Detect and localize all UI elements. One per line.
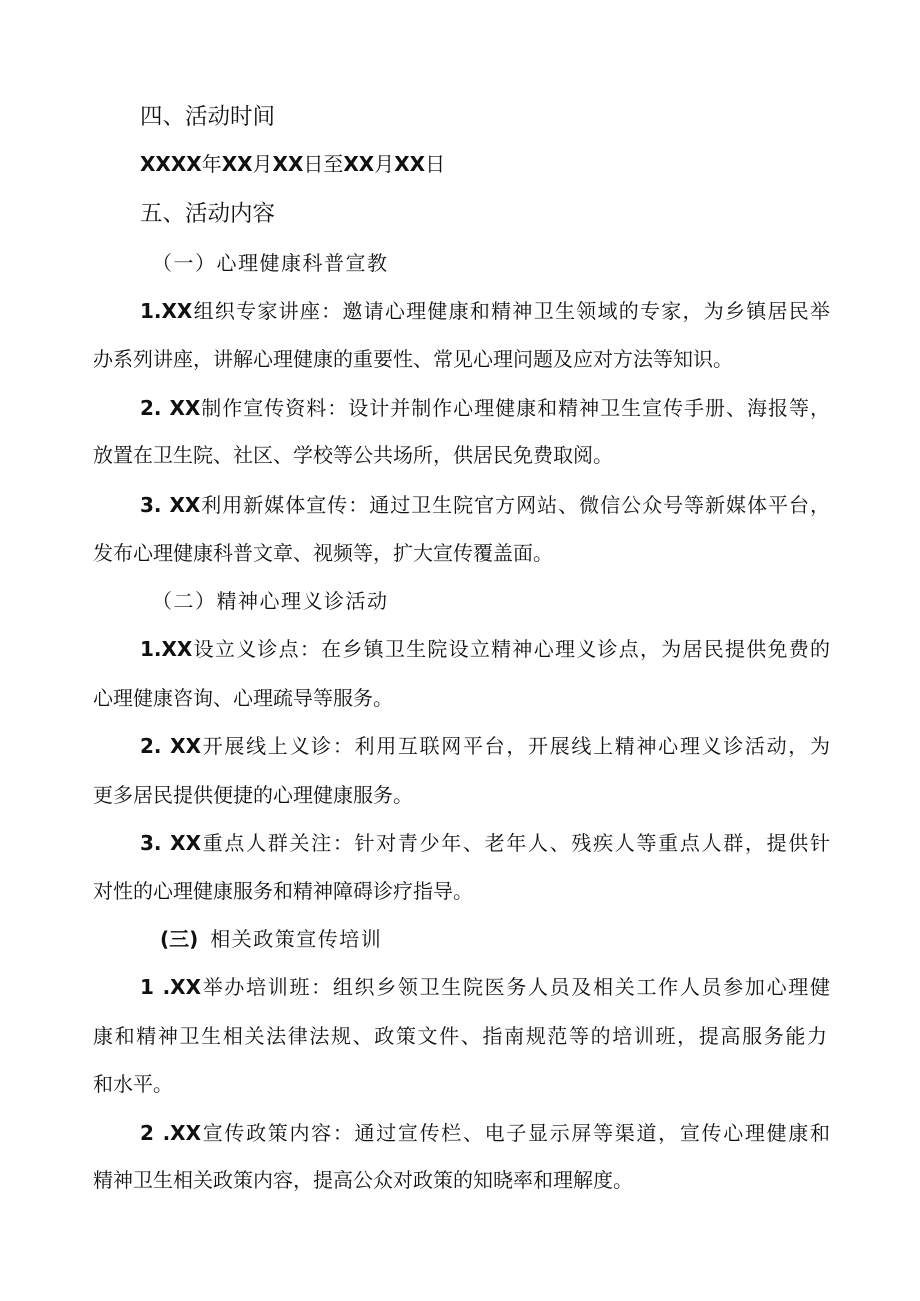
sub2-item-3-text: 重点人群关注：针对青少年、老年人、残疾人等重点人群，提供针: [201, 831, 830, 855]
sub3-item-1-text: 举办培训班：组织乡领卫生院医务人员及相关工作人员参加心理健: [201, 975, 830, 999]
sub3-item-1-line-3: 和水平。: [93, 1072, 173, 1096]
date-day: XX: [272, 152, 304, 176]
sub1-item-2-text: 制作宣传资料：设计并制作心理健康和精神卫生宣传手册、海报等，: [200, 396, 830, 420]
sub2-item-3-line-2: 对性的心理健康服务和精神障碍诊疗指导。: [93, 879, 473, 903]
sub2-item-3-number: 3. XX: [140, 831, 202, 855]
date-end-month: XX: [343, 152, 375, 176]
sub1-item-2-number: 2. XX: [140, 396, 201, 420]
date-year-unit: 年: [201, 152, 222, 176]
date-end-month-unit: 月: [374, 152, 395, 176]
date-month-unit: 月: [252, 152, 273, 176]
sub3-item-1-line-1: [140, 975, 830, 999]
sub2-item-2-line-1: [140, 734, 830, 758]
date-end-day-unit: 日: [425, 152, 446, 176]
sub2-item-1-text: 设立义诊点：在乡镇卫生院设立精神心理义诊点，为居民提供免费的: [192, 637, 830, 661]
subsection-1-title: （一）心理健康科普宣教: [152, 251, 389, 275]
sub2-item-2-number: 2. XX: [140, 734, 202, 758]
sub1-item-2-line-1: [140, 396, 830, 420]
sub3-item-1-line-2: 康和精神卫生相关法律法规、政策文件、指南规范等的培训班，提高服务能力: [93, 1024, 827, 1048]
date-year: XXXX: [140, 152, 202, 176]
subsection-3-text: 相关政策宣传培训: [210, 927, 383, 951]
sub3-item-2-number: 2 .XX: [140, 1121, 202, 1145]
subsection-3-title: [160, 927, 382, 951]
section-5-heading: 五、活动内容: [140, 201, 276, 227]
activity-date: [140, 152, 445, 176]
sub1-item-3-line-1: [140, 493, 830, 517]
sub3-item-1-number: 1 .XX: [140, 975, 202, 999]
sub2-item-1-line-2: 心理健康咨询、心理疏导等服务。: [93, 686, 393, 710]
sub1-item-1-text: 组织专家讲座：邀请心理健康和精神卫生领域的专家，为乡镇居民举: [192, 299, 830, 323]
sub3-item-2-line-2: 精神卫生相关政策内容，提高公众对政策的知晓率和理解度。: [93, 1168, 633, 1192]
sub2-item-3-line-1: [140, 831, 830, 855]
sub3-item-2-line-1: [140, 1121, 830, 1145]
date-to: 至: [323, 152, 344, 176]
subsection-3-prefix: (三): [160, 927, 199, 951]
sub1-item-3-number: 3. XX: [140, 493, 201, 517]
subsection-2-title: （二）精神心理义诊活动: [152, 589, 389, 613]
date-end-day: XX: [394, 152, 426, 176]
sub2-item-1-line-1: [140, 637, 830, 661]
sub2-item-2-line-2: 更多居民提供便捷的心理健康服务。: [93, 783, 413, 807]
date-day-unit: 日: [303, 152, 324, 176]
section-4-heading: 四、活动时间: [140, 104, 276, 130]
sub2-item-2-text: 开展线上义诊：利用互联网平台，开展线上精神心理义诊活动，为: [201, 734, 830, 758]
sub1-item-3-text: 利用新媒体宣传：通过卫生院官方网站、微信公众号等新媒体平台，: [200, 493, 830, 517]
sub1-item-1-number: 1.XX: [140, 299, 193, 323]
sub1-item-1-line-1: [140, 299, 830, 323]
sub3-item-2-text: 宣传政策内容：通过宣传栏、电子显示屏等渠道，宣传心理健康和: [201, 1121, 830, 1145]
date-month: XX: [221, 152, 253, 176]
sub1-item-3-line-2: 发布心理健康科普文章、视频等，扩大宣传覆盖面。: [93, 541, 553, 565]
sub1-item-1-line-2: 办系列讲座，讲解心理健康的重要性、常见心理问题及应对方法等知识。: [93, 347, 733, 371]
sub1-item-2-line-2: 放置在卫生院、社区、学校等公共场所，供居民免费取阅。: [93, 443, 613, 467]
sub2-item-1-number: 1.XX: [140, 637, 193, 661]
